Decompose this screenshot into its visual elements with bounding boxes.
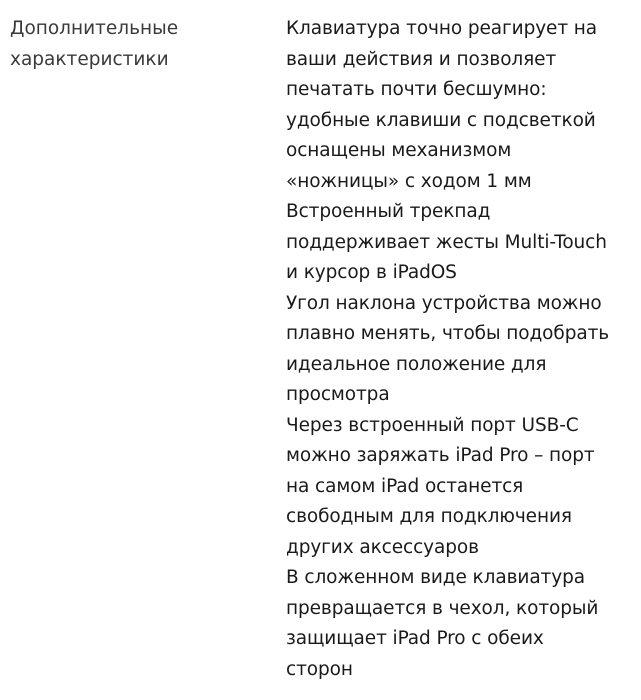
spec-value-line: плавно менять, чтобы подобрать	[286, 323, 610, 344]
spec-label-line: характеристики	[10, 48, 169, 70]
spec-value-line: на самом iPad останется	[286, 475, 524, 497]
spec-value-line: Через встроенный порт USB-C	[286, 414, 579, 436]
spec-value-line: удобные клавиши с подсветкой	[286, 109, 596, 131]
spec-value	[286, 14, 636, 685]
spec-value-line: Клавиатура точно реагирует на	[286, 18, 598, 39]
spec-value-line: идеальное положение для	[286, 353, 547, 375]
spec-value-line: поддерживает жесты Multi-Touch	[286, 231, 607, 253]
spec-value-line: свободным для подключения	[286, 506, 572, 527]
spec-value-line: В сложенном виде клавиатура	[286, 567, 585, 588]
spec-value-line: Угол наклона устройства можно	[286, 292, 602, 314]
spec-value-line: «ножницы» с ходом 1 мм	[286, 170, 532, 192]
spec-value-line: защищает iPad Pro с обеих	[286, 628, 544, 649]
spec-value-line: других аксессуаров	[286, 536, 479, 558]
spec-value-line: сторон	[286, 658, 353, 680]
spec-label	[10, 14, 240, 75]
spec-value-line: ваши действия и позволяет	[286, 48, 557, 70]
spec-value-line: превращается в чехол, который	[286, 597, 599, 619]
spec-label-line: Дополнительные	[10, 18, 179, 39]
spec-value-line: можно заряжать iPad Pro – порт	[286, 445, 595, 466]
spec-value-line: и курсор в iPadOS	[286, 262, 457, 283]
spec-value-line: Встроенный трекпад	[286, 201, 491, 222]
spec-value-line: просмотра	[286, 384, 390, 405]
spec-value-line: печатать почти бесшумно:	[286, 79, 547, 100]
spec-value-line: оснащены механизмом	[286, 140, 512, 161]
